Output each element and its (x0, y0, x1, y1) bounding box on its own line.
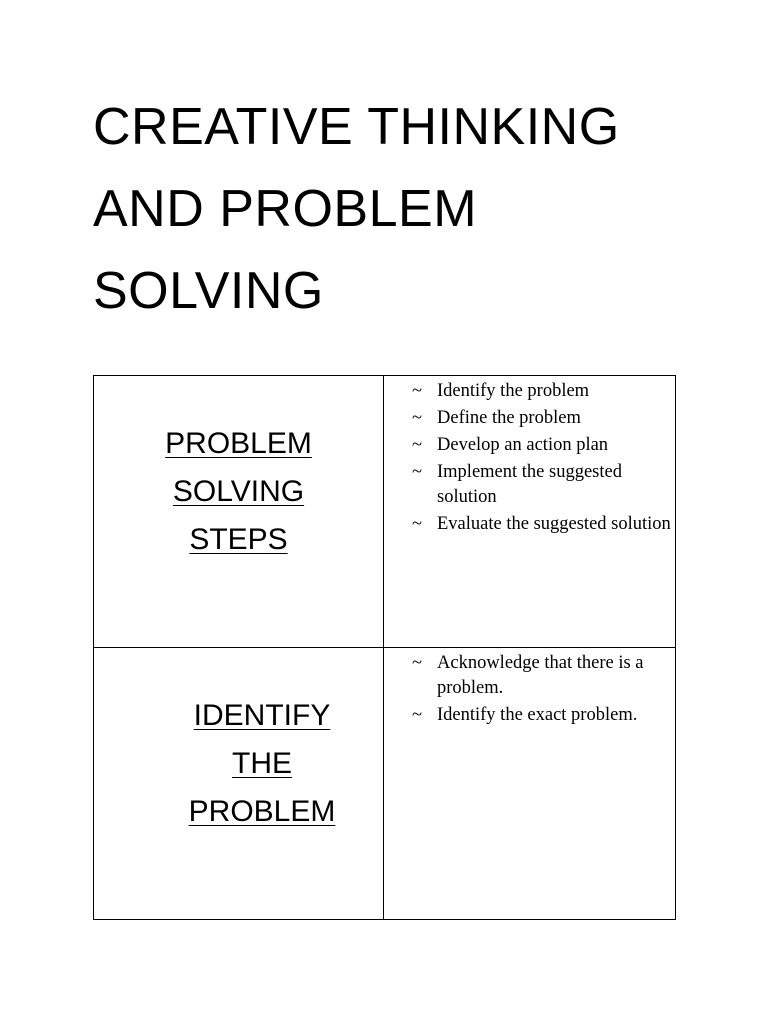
list-item (412, 460, 671, 510)
tilde-bullet-icon: ~ (412, 462, 423, 482)
title-line-1: CREATIVE THINKING (93, 98, 620, 156)
list-item (412, 651, 671, 701)
heading-line: PROBLEM (188, 795, 336, 828)
list-item (412, 703, 671, 728)
list-item (412, 512, 671, 537)
step-list (384, 376, 675, 537)
list-item (412, 379, 671, 404)
heading-line: SOLVING (172, 475, 305, 508)
list-item (412, 406, 671, 431)
row-heading (94, 420, 383, 564)
list-item-text: Define the problem (437, 408, 581, 428)
document-title (93, 86, 733, 332)
heading-line: THE (232, 747, 292, 780)
row-heading (112, 692, 412, 836)
heading-line: PROBLEM (165, 427, 312, 460)
row-list-cell (384, 648, 676, 920)
tilde-bullet-icon: ~ (412, 705, 423, 725)
list-item-text: Acknowledge that there is a problem. (437, 653, 644, 698)
list-item (412, 433, 671, 458)
tilde-bullet-icon: ~ (412, 435, 423, 455)
step-list (384, 648, 675, 728)
row-list-cell (384, 376, 676, 648)
tilde-bullet-icon: ~ (412, 381, 423, 401)
tilde-bullet-icon: ~ (412, 514, 423, 534)
list-item-text: Implement the suggested solution (437, 462, 622, 507)
table-row-problem-solving-steps (94, 376, 676, 648)
heading-line: STEPS (189, 523, 288, 556)
title-line-3: SOLVING (93, 262, 324, 320)
tilde-bullet-icon: ~ (412, 653, 423, 673)
list-item-text: Develop an action plan (437, 435, 609, 455)
title-line-2: AND PROBLEM (93, 180, 478, 238)
list-item-text: Identify the exact problem. (437, 705, 638, 725)
row-heading-cell (94, 648, 384, 920)
tilde-bullet-icon: ~ (412, 408, 423, 428)
content-table (93, 375, 676, 920)
list-item-text: Identify the problem (437, 381, 590, 401)
row-heading-cell (94, 376, 384, 648)
table-row-identify-the-problem (94, 648, 676, 920)
heading-line: IDENTIFY (193, 699, 331, 732)
list-item-text: Evaluate the suggested solution (437, 514, 671, 534)
